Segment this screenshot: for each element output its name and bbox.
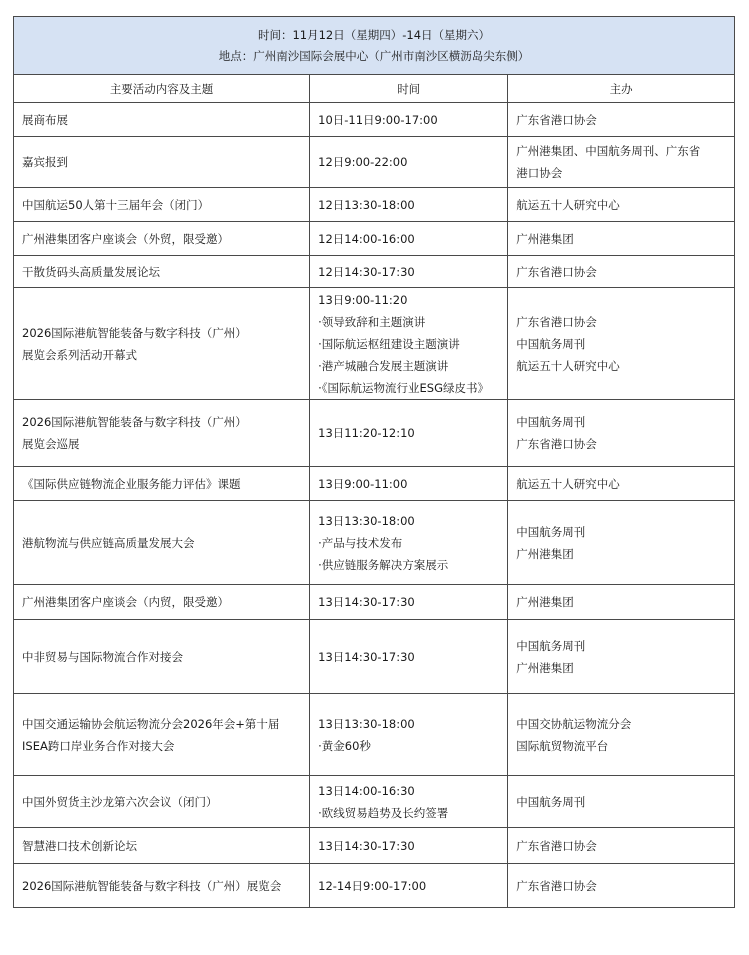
host-cell (508, 694, 735, 776)
table-row (14, 864, 735, 908)
time-line: 12日14:00-16:00 (318, 231, 415, 246)
host-line: 广东省港口协会 (516, 314, 597, 329)
table-row (14, 828, 735, 864)
time-cell (310, 776, 508, 828)
time-line: ·欧线贸易趋势及长约签署 (318, 805, 449, 820)
host-line: 广州港集团 (516, 231, 574, 246)
host-cell (508, 400, 735, 467)
column-header-time: 时间 (310, 75, 508, 103)
host-cell (508, 776, 735, 828)
host-line: 广东省港口协会 (516, 437, 597, 451)
host-line: 广东省港口协会 (516, 264, 597, 279)
host-cell (508, 467, 735, 501)
time-line: 12-14日9:00-17:00 (318, 878, 427, 893)
time-cell (310, 222, 508, 256)
host-line: 中国航务周刊 (516, 415, 586, 429)
time-cell (310, 288, 508, 400)
host-line: 广东省港口协会 (516, 878, 597, 893)
time-line: 13日11:20-12:10 (318, 426, 415, 440)
activity-cell (14, 467, 310, 501)
host-line: 广州港集团 (516, 546, 574, 561)
table-row (14, 620, 735, 694)
activity-cell (14, 864, 310, 908)
activity-line: 展览会系列活动开幕式 (22, 347, 137, 362)
activity-line: 展览会巡展 (22, 437, 80, 451)
table-row (14, 188, 735, 222)
activity-cell (14, 585, 310, 620)
table-row (14, 103, 735, 137)
host-cell (508, 620, 735, 694)
time-line: ·黄金60秒 (318, 738, 371, 753)
table-row (14, 501, 735, 585)
column-header-activity: 主要活动内容及主题 (14, 75, 310, 103)
activity-line: 广州港集团客户座谈会（内贸，限受邀） (22, 595, 229, 609)
activity-line: 2026国际港航智能装备与数字科技（广州） (22, 325, 247, 340)
activity-cell (14, 400, 310, 467)
activity-line: 港航物流与供应链高质量发展大会 (22, 535, 195, 550)
table-row (14, 694, 735, 776)
host-line: 航运五十人研究中心 (516, 197, 620, 212)
time-line: ·港产城融合发展主题演讲 (318, 358, 449, 373)
host-cell (508, 828, 735, 864)
activity-line: 中国交通运输协会航运物流分会2026年会+第十届 (22, 716, 280, 731)
table-row (14, 467, 735, 501)
activity-line: 中非贸易与国际物流合作对接会 (22, 649, 183, 664)
host-line: 中国航务周刊 (516, 524, 586, 539)
activity-cell (14, 222, 310, 256)
activity-line: 中国航运50人第十三届年会（闭门） (22, 197, 210, 212)
time-cell (310, 864, 508, 908)
host-cell (508, 103, 735, 137)
time-line: 13日9:00-11:20 (318, 292, 408, 307)
activity-cell (14, 828, 310, 864)
time-line: 13日13:30-18:00 (318, 716, 415, 731)
column-header-host: 主办 (508, 75, 735, 103)
host-line: 中国交协航运物流分会 (516, 716, 632, 731)
host-line: 广东省港口协会 (516, 112, 597, 127)
time-line: 13日9:00-11:00 (318, 476, 408, 491)
table-row (14, 222, 735, 256)
time-line: 13日14:30-17:30 (318, 838, 415, 853)
host-line: 航运五十人研究中心 (516, 358, 620, 373)
time-cell (310, 828, 508, 864)
table-row (14, 400, 735, 467)
activity-cell (14, 776, 310, 828)
host-line: 国际航贸物流平台 (516, 738, 609, 753)
schedule-body (14, 103, 735, 908)
time-line: 12日14:30-17:30 (318, 264, 415, 279)
host-cell (508, 222, 735, 256)
activity-line: 广州港集团客户座谈会（外贸，限受邀） (22, 231, 229, 246)
time-line: 13日14:00-16:30 (318, 783, 415, 798)
activity-cell (14, 501, 310, 585)
activity-line: 展商布展 (22, 112, 68, 127)
event-info-cell (14, 17, 735, 75)
column-header-row (14, 75, 735, 103)
host-cell (508, 864, 735, 908)
activity-line: 中国外贸货主沙龙第六次会议（闭门） (22, 794, 218, 809)
activity-line: 《国际供应链物流企业服务能力评估》课题 (22, 476, 241, 491)
activity-cell (14, 620, 310, 694)
activity-line: 干散货码头高质量发展论坛 (22, 264, 160, 279)
time-cell (310, 256, 508, 288)
host-line: 广州港集团、中国航务周刊、广东省 (516, 144, 701, 158)
activity-line: 2026国际港航智能装备与数字科技（广州）展览会 (22, 878, 282, 893)
activity-cell (14, 103, 310, 137)
table-row (14, 137, 735, 188)
host-cell (508, 188, 735, 222)
host-line: 航运五十人研究中心 (516, 476, 620, 491)
host-line: 广东省港口协会 (516, 838, 597, 853)
host-cell (508, 585, 735, 620)
time-cell (310, 467, 508, 501)
activity-line: 智慧港口技术创新论坛 (22, 838, 137, 853)
table-row (14, 288, 735, 400)
host-line: 中国航务周刊 (516, 336, 586, 351)
host-cell (508, 137, 735, 188)
activity-line: 嘉宾报到 (22, 155, 68, 169)
time-line: ·供应链服务解决方案展示 (318, 557, 449, 572)
schedule-table (13, 16, 735, 908)
time-line: 13日13:30-18:00 (318, 513, 415, 528)
activity-cell (14, 694, 310, 776)
time-line: 13日14:30-17:30 (318, 595, 415, 609)
table-row (14, 585, 735, 620)
time-cell (310, 103, 508, 137)
time-line: 12日13:30-18:00 (318, 197, 415, 212)
schedule-sheet (13, 16, 735, 908)
time-cell (310, 188, 508, 222)
host-line: 中国航务周刊 (516, 638, 586, 653)
time-line: 13日14:30-17:30 (318, 649, 415, 664)
time-cell (310, 137, 508, 188)
time-line: 12日9:00-22:00 (318, 155, 408, 169)
time-cell (310, 400, 508, 467)
activity-line: 2026国际港航智能装备与数字科技（广州） (22, 415, 247, 429)
host-cell (508, 501, 735, 585)
activity-cell (14, 256, 310, 288)
time-line: ·《国际航运物流行业ESG绿皮书》 (318, 380, 490, 395)
time-line: ·产品与技术发布 (318, 535, 403, 550)
time-line: ·领导致辞和主题演讲 (318, 314, 426, 329)
host-cell (508, 288, 735, 400)
host-line: 广州港集团 (516, 660, 574, 675)
event-header-row (14, 17, 735, 75)
activity-cell (14, 137, 310, 188)
activity-cell (14, 188, 310, 222)
event-venue: 地点：广州南沙国际会展中心（广州市南沙区横沥岛尖东侧） (218, 48, 530, 63)
time-line: 10日-11日9:00-17:00 (318, 112, 438, 127)
host-cell (508, 256, 735, 288)
activity-line: ISEA跨口岸业务合作对接大会 (22, 738, 175, 753)
activity-cell (14, 288, 310, 400)
time-cell (310, 501, 508, 585)
host-line: 广州港集团 (516, 595, 574, 609)
table-row (14, 776, 735, 828)
time-line: ·国际航运枢纽建设主题演讲 (318, 336, 460, 351)
host-line: 中国航务周刊 (516, 794, 586, 809)
event-time: 时间：11月12日（星期四）-14日（星期六） (257, 27, 491, 42)
table-row (14, 256, 735, 288)
host-line: 港口协会 (516, 166, 563, 180)
time-cell (310, 694, 508, 776)
time-cell (310, 620, 508, 694)
time-cell (310, 585, 508, 620)
